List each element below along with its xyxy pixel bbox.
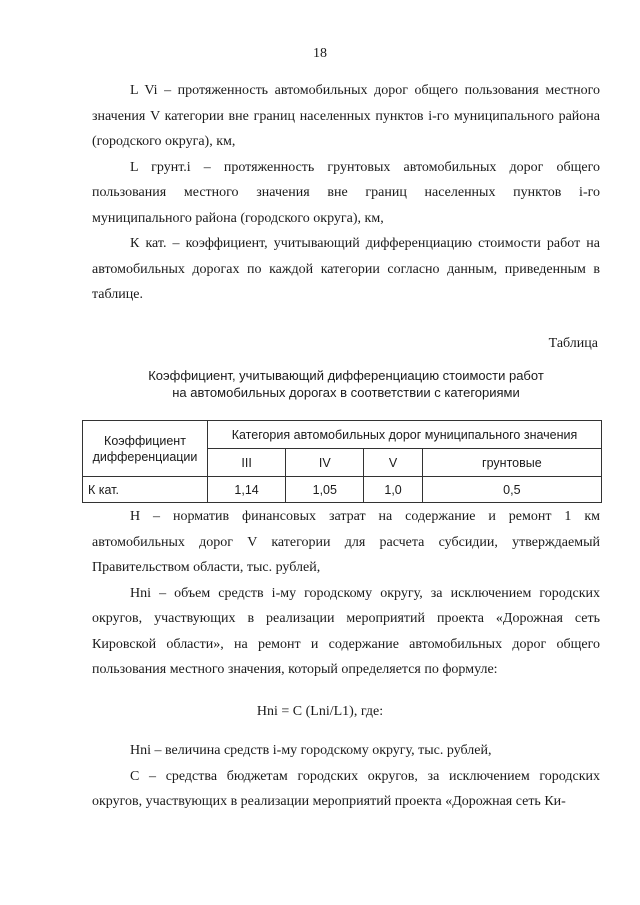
table-caption-line-1: Коэффициент, учитывающий дифференциацию стоимости работ: [148, 368, 544, 383]
coefficient-table: [82, 420, 602, 503]
paragraphs-bottom: [92, 738, 600, 815]
column-header-grunt: грунтовые: [422, 449, 601, 477]
value-iv: 1,05: [286, 477, 364, 503]
paragraph-c-definition: С – средства бюджетам городских округов, за исключением городских округов, участвующих в реализации мероприятий проекта «Дорожная сеть Ки-: [92, 768, 600, 809]
paragraph-l-grunt: L грунт.i – протяженность грунтовых автомобильных дорог общего пользования местного значения вне границ населенных пунктов i-го муниципального района (городского округа), км,: [92, 159, 600, 226]
table-row: [83, 477, 602, 503]
paragraph-k-kat: К кат. – коэффициент, учитывающий дифференциацию стоимости работ на автомобильных дорогах по каждой категории согласно данным, приведенным в таблице.: [92, 236, 600, 302]
table-corner-header: Коэффициент дифференциации: [83, 421, 208, 477]
column-header-iii: III: [208, 449, 286, 477]
table-group-header: Категория автомобильных дорог муниципального значения: [208, 421, 602, 449]
paragraphs-middle: [92, 504, 600, 683]
table-caption-line-2: на автомобильных дорогах в соответствии с категориями: [172, 385, 520, 400]
paragraph-l-vi: L Vi – протяженность автомобильных дорог общего пользования местного значения V категории вне границ населенных пунктов i-го муниципального района (городского округа), км,: [92, 83, 600, 149]
row-label: К кат.: [83, 477, 208, 503]
formula: Нni = С (Lni/L1), где:: [256, 704, 384, 719]
value-grunt: 0,5: [422, 477, 601, 503]
page-number: 18: [313, 46, 327, 61]
table-caption: [92, 367, 600, 401]
column-header-v: V: [364, 449, 422, 477]
paragraph-n-normativ: Н – норматив финансовых затрат на содержание и ремонт 1 км автомобильных дорог V категории для расчета субсидии, утверждаемый Правительством области, тыс. рублей,: [92, 509, 600, 575]
value-iii: 1,14: [208, 477, 286, 503]
table-label: Таблица: [548, 336, 598, 351]
paragraph-hni-definition: Нni – величина средств i-му городскому округу, тыс. рублей,: [130, 743, 492, 758]
paragraphs-top: [92, 78, 600, 308]
column-header-iv: IV: [286, 449, 364, 477]
value-v: 1,0: [364, 477, 422, 503]
paragraph-hni-volume: Нni – объем средств i-му городскому округу, за исключением городских округов, участвующих в реализации мероприятий проекта «Дорожная сеть Кировской области», на ремонт и содержание автомобильных дорог общего пользования местного значения, который определяется по формуле:: [92, 585, 600, 677]
